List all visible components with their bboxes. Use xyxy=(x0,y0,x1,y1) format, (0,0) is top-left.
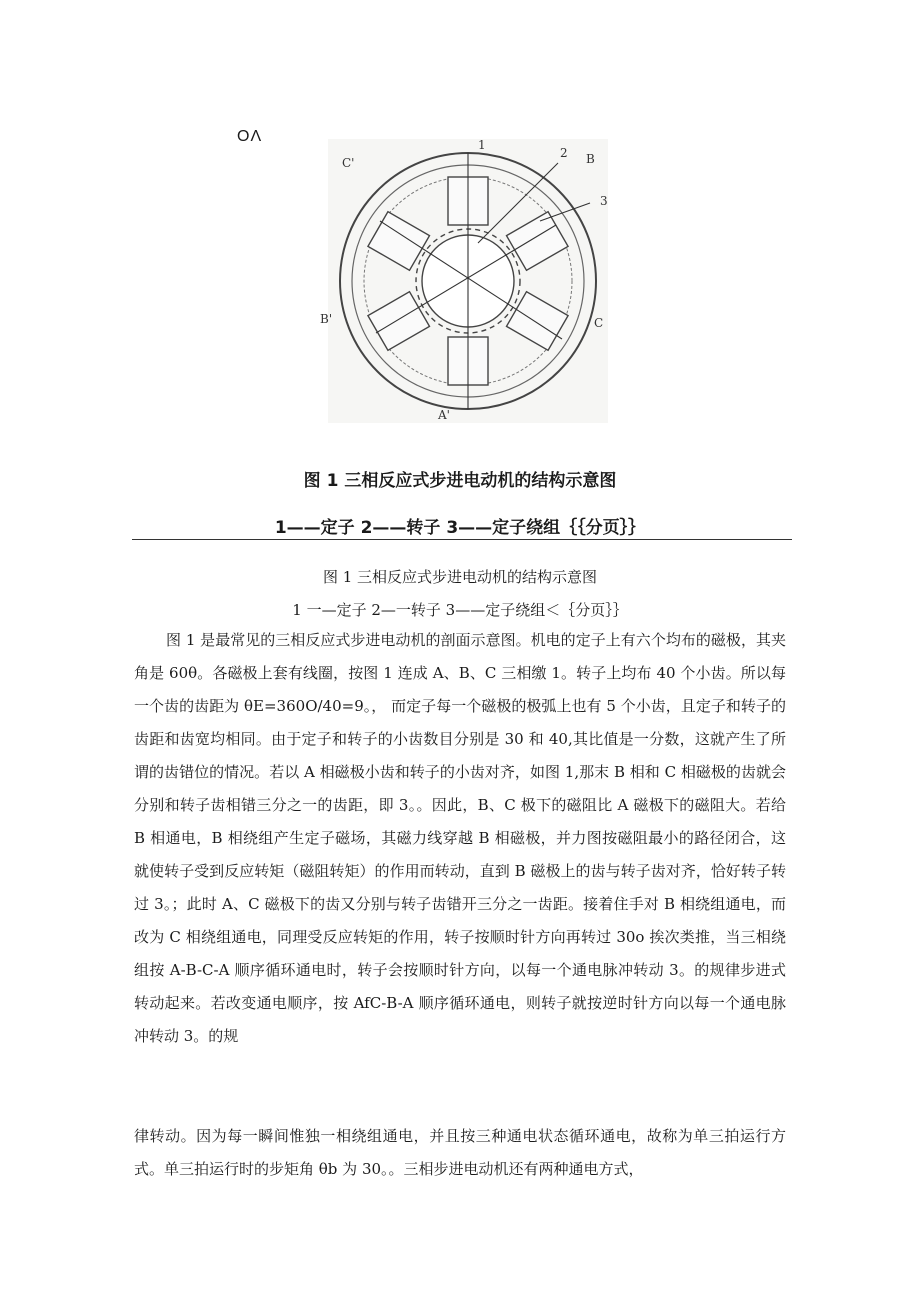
corner-mark: OΛ xyxy=(237,128,263,145)
label-b: B xyxy=(586,152,595,166)
label-c-prime: C' xyxy=(342,156,355,170)
stepper-motor-diagram xyxy=(318,133,618,425)
label-3: 3 xyxy=(600,194,608,208)
paragraph-continued: 律转动。因为每一瞬间惟独一相绕组通电，并且按三种通电状态循环通电，故称为单三拍运行方式。单三拍运行时的步矩角 θb 为 30。。三相步进电动机还有两种通电方式， xyxy=(134,1127,786,1178)
label-2: 2 xyxy=(560,146,568,160)
figure-legend-bold: 1——定子 2——转子 3——定子绕组｛｛分页｝｝ xyxy=(274,518,646,538)
figure-caption-bold: 图 1 三相反应式步进电动机的结构示意图 xyxy=(303,471,617,491)
paragraph-1-text: 图 1 是最常见的三相反应式步进电动机的剖面示意图。机电的定子上有六个均布的磁极，其夹角是 60θ。各磁极上套有线圈，按图 1 连成 A、B、C 三相缴 1。转子上均布 40 个小齿。所以每一个齿的齿距为 θE=360O/40=9。， 而定子每一个磁极的极弧上也有 5 个小齿，且定子和转子的齿距和齿宽均相同。由于定子和转子的小齿数目分别是 30 和 40,其比值是一分数，这就产生了所谓的齿错位的情况。若以 A 相磁极小齿和转子的小齿对齐，如图 1,那末 B 相和 C 相磁极的齿就会分别和转子齿相错三分之一的齿距，即 3。。因此，B、C 极下的磁阻比 A 磁极下的磁阻大。若给 B 相通电，B 相绕组产生定子磁场，其磁力线穿越 B 相磁极，并力图按磁阻最小的路径闭合，这就使转子受到反应转矩（磁阻转矩）的作用而转动，直到 B 磁极上的齿与转子齿对齐，恰好转子转过 3。；此时 A、C 磁极下的齿又分别与转子齿错开三分之一齿距。接着住手对 B 相绕组通电，而改为 C 相绕组通电，同理受反应转矩的作用，转子按顺时针方向再转过 30o 挨次类推，当三相绕组按 A-B-C-A 顺序循环通电时，转子会按顺时针方向，以每一个通电脉冲转动 3。的规律步进式转动起来。若改变通电顺序，按 AfC-B-A 顺序循环通电，则转子就按逆时针方向以每一个通电脉冲转动 3。的规 xyxy=(134,631,787,1045)
label-a-prime: A' xyxy=(438,408,450,422)
label-c: C xyxy=(594,316,604,330)
label-1: 1 xyxy=(478,138,486,152)
figure-caption: 图 1 三相反应式步进电动机的结构示意图 xyxy=(322,568,598,586)
label-b-prime: B' xyxy=(320,312,333,326)
divider xyxy=(132,539,792,540)
paragraph-principle xyxy=(134,624,786,1053)
figure-legend: 1 一—定子 2—一转子 3——定子绕组＜｛分页｝｝ xyxy=(292,601,628,619)
